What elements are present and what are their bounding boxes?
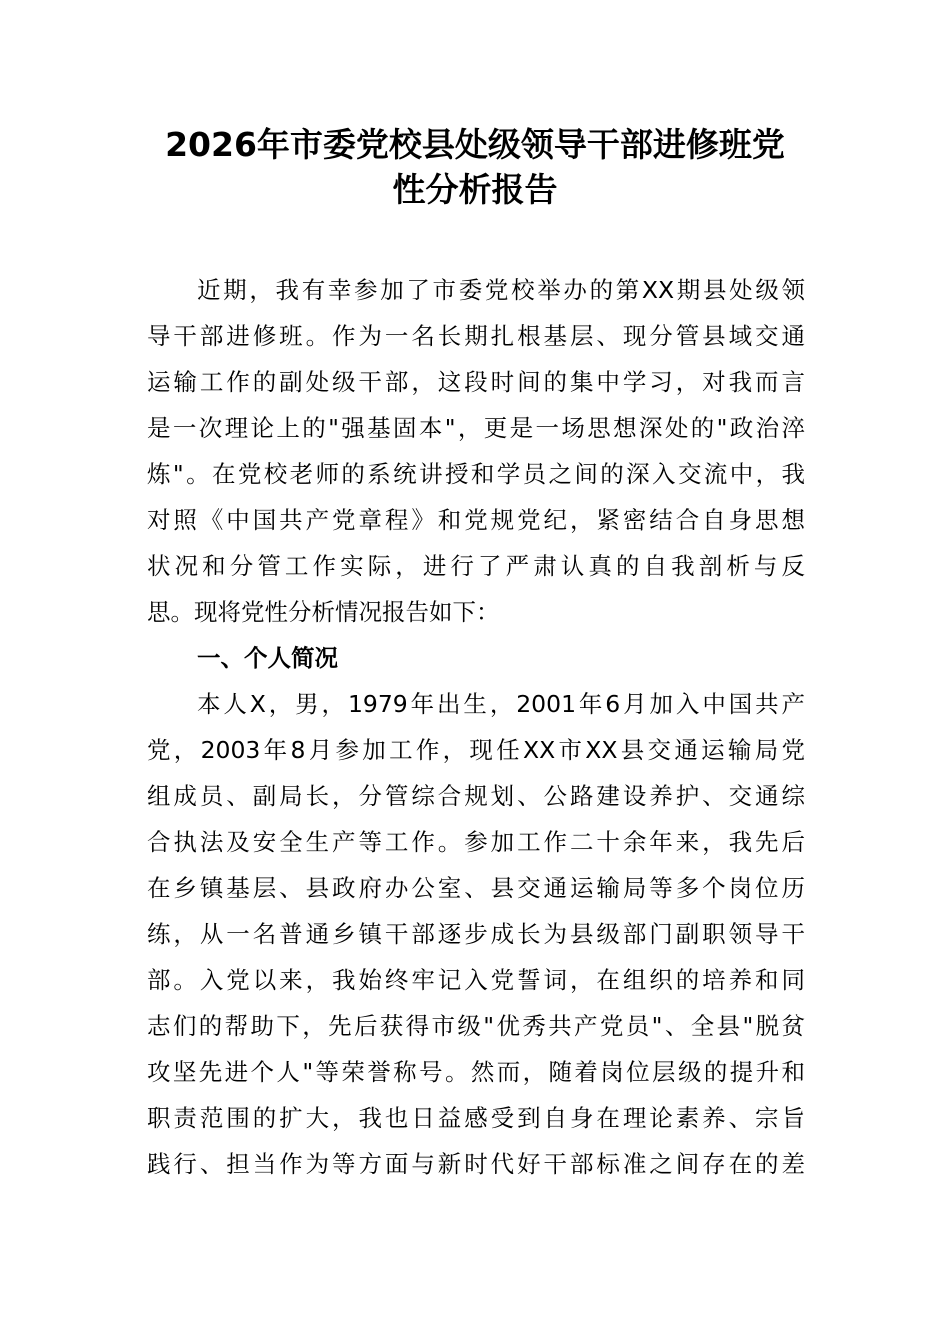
paragraph-line: 部。入党以来，我始终牢记入党誓词，在组织的培养和同 <box>147 966 805 994</box>
document-title-line-2: 性分析报告 <box>392 170 558 209</box>
paragraph-line: 在乡镇基层、县政府办公室、县交通运输局等多个岗位历 <box>147 874 805 902</box>
paragraph-line: 是一次理论上的"强基固本"，更是一场思想深处的"政治淬 <box>147 414 805 442</box>
paragraph-line: 导干部进修班。作为一名长期扎根基层、现分管县域交通 <box>147 322 805 350</box>
paragraph-line: 练，从一名普通乡镇干部逐步成长为县级部门副职领导干 <box>147 920 805 948</box>
paragraph-line: 炼"。在党校老师的系统讲授和学员之间的深入交流中，我 <box>147 460 805 488</box>
document-body <box>147 267 805 1187</box>
paragraph-line: 践行、担当作为等方面与新时代好干部标准之间存在的差 <box>147 1150 805 1178</box>
paragraph-line: 志们的帮助下，先后获得市级"优秀共产党员"、全县"脱贫 <box>147 1012 805 1040</box>
paragraph-line: 近期，我有幸参加了市委党校举办的第XX期县处级领 <box>197 276 805 304</box>
paragraph-line: 运输工作的副处级干部，这段时间的集中学习，对我而言 <box>147 368 805 396</box>
paragraph-line: 本人X，男，1979年出生，2001年6月加入中国共产 <box>197 690 805 718</box>
paragraph-line: 组成员、副局长，分管综合规划、公路建设养护、交通综 <box>147 782 805 810</box>
paragraph-line: 思。现将党性分析情况报告如下： <box>147 598 500 626</box>
paragraph-line: 党，2003年8月参加工作，现任XX市XX县交通运输局党 <box>147 736 805 764</box>
paragraph-line: 状况和分管工作实际，进行了严肃认真的自我剖析与反 <box>147 552 805 580</box>
paragraph-line: 对照《中国共产党章程》和党规党纪，紧密结合自身思想 <box>147 506 805 534</box>
paragraph-line: 合执法及安全生产等工作。参加工作二十余年来，我先后 <box>147 828 805 856</box>
paragraph-line: 职责范围的扩大，我也日益感受到自身在理论素养、宗旨 <box>147 1104 805 1132</box>
document-title-line-1: 2026年市委党校县处级领导干部进修班党 <box>165 125 785 164</box>
section-heading: 一、个人简况 <box>197 644 338 672</box>
paragraph-line: 攻坚先进个人"等荣誉称号。然而，随着岗位层级的提升和 <box>147 1058 805 1086</box>
